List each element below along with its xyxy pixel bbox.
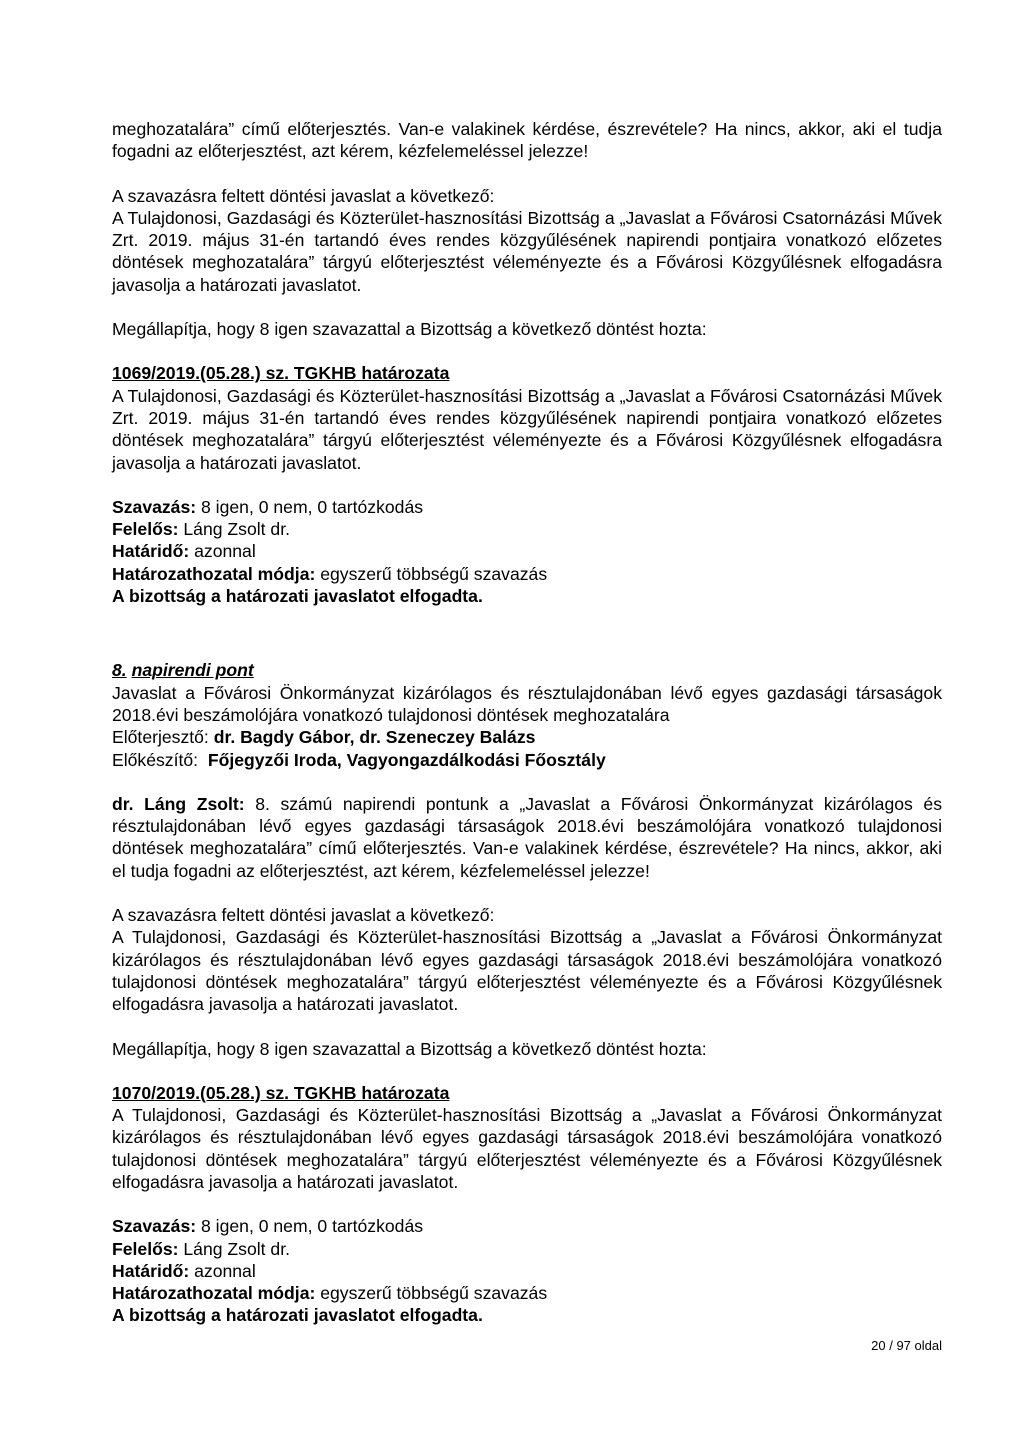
preparer-label: Előkészítő: [112,749,199,770]
mode-value: egyszerű többségű szavazás [315,563,548,584]
responsible-label-2: Felelős: [112,1238,179,1259]
deadline-label: Határidő: [112,541,190,562]
responsible-value: Láng Zsolt dr. [178,519,290,540]
vote-intro: A szavazásra feltett döntési javaslat a következő: [112,185,495,206]
responsible-value-2: Láng Zsolt dr. [178,1238,290,1259]
speech-paragraph [112,793,942,882]
deadline-label-2: Határidő: [112,1260,190,1281]
proposal-paragraph: A Tulajdonosi, Gazdasági és Közterület-hasznosítási Bizottság a „Javaslat a Fővárosi Csatornázási Művek Zrt. 2019. május 31-én tartandó éves rendes közgyűlésének napirendi pontjaira vonatkozó előzetes döntések meghozatalára” tárgyú előterjesztést véleményezte és a Fővárosi Közgyűlésnek elfogadásra javasolja a határozati javaslatot. [112,207,942,295]
resolution-title-2: 1070/2019.(05.28.) sz. TGKHB határozata [112,1082,450,1103]
responsible-label: Felelős: [112,519,179,540]
vote-line [112,496,942,518]
agenda-heading [112,659,942,681]
presenter-value: dr. Bagdy Gábor, dr. Szeneczey Balázs [208,727,536,748]
mode-label-2: Határozathozatal módja: [112,1283,316,1304]
vote-label-2: Szavazás: [112,1216,197,1237]
vote-value: 8 igen, 0 nem, 0 tartózkodás [196,496,424,517]
responsible-line [112,518,942,540]
deadline-value: azonnal [189,541,256,562]
speaker-name: dr. Láng Zsolt: [112,793,245,814]
resolution-text: A Tulajdonosi, Gazdasági és Közterület-hasznosítási Bizottság a „Javaslat a Fővárosi Csatornázási Művek Zrt. 2019. május 31-én tartandó éves rendes közgyűlésének napirendi pontjaira vonatkozó előzetes döntések meghozatalára” tárgyú előterjesztést véleményezte és a Fővárosi Közgyűlésnek elfogadásra javasolja a határozati javaslatot. [112,385,942,473]
presenter-line [112,726,942,748]
responsible-line-2 [112,1238,942,1260]
preparer-value: Főjegyzői Iroda, Vagyongazdálkodási Főosztály [207,749,606,770]
vote-line-2 [112,1215,942,1237]
accepted-line-2: A bizottság a határozati javaslatot elfogadta. [112,1305,483,1326]
preparer-line [112,749,942,771]
agenda-title: Javaslat a Fővárosi Önkormányzat kizárólagos és résztulajdonában lévő egyes gazdasági társaságok 2018.évi beszámolójára vonatkozó tulajdonosi döntések meghozatalára [112,682,942,725]
presenter-label: Előterjesztő: [112,727,209,748]
accepted-line: A bizottság a határozati javaslatot elfogadta. [112,586,483,607]
proposal-paragraph-2: A Tulajdonosi, Gazdasági és Közterület-hasznosítási Bizottság a „Javaslat a Fővárosi Önkormányzat kizárólagos és résztulajdonában lévő egyes gazdasági társaságok 2018.évi beszámolójára vonatkozó tulajdonosi döntések meghozatalára” tárgyú előterjesztést véleményezte és a Fővárosi Közgyűlésnek elfogadásra javasolja a határozati javaslatot. [112,927,942,1015]
vote-intro-2: A szavazásra feltett döntési javaslat a következő: [112,905,495,926]
agenda-heading-text: napirendi pont [131,660,254,681]
mode-line-2 [112,1282,942,1304]
resolution-title: 1069/2019.(05.28.) sz. TGKHB határozata [112,363,450,384]
finding: Megállapítja, hogy 8 igen szavazattal a Bizottság a következő döntést hozta: [112,319,707,340]
speech-text: 8. számú napirendi pontunk a „Javaslat a Fővárosi Önkormányzat kizárólagos és résztulajdonában lévő egyes gazdasági társaságok 2018.évi beszámolójára vonatkozó tulajdonosi döntések meghozatalára” című előterjesztés. Van-e valakinek kérdése, észrevétele? Ha nincs, akkor, aki el tudja fogadni az előterjesztést, azt kérem, kézfelemeléssel jelezze! [112,793,942,881]
deadline-value-2: azonnal [189,1260,256,1281]
finding-2: Megállapítja, hogy 8 igen szavazattal a Bizottság a következő döntést hozta: [112,1038,707,1059]
intro-paragraph: meghozatalára” című előterjesztés. Van-e valakinek kérdése, észrevétele? Ha nincs, akkor, aki el tudja fogadni az előterjesztést, azt kérem, kézfelemeléssel jelezze! [112,119,942,162]
deadline-line [112,540,942,562]
mode-label: Határozathozatal módja: [112,563,316,584]
deadline-line-2 [112,1260,942,1282]
vote-value-2: 8 igen, 0 nem, 0 tartózkodás [196,1216,424,1237]
vote-label: Szavazás: [112,496,197,517]
resolution-text-2: A Tulajdonosi, Gazdasági és Közterület-hasznosítási Bizottság a „Javaslat a Fővárosi Önkormányzat kizárólagos és résztulajdonában lévő egyes gazdasági társaságok 2018.évi beszámolójára vonatkozó tulajdonosi döntések meghozatalára” tárgyú előterjesztést véleményezte és a Fővárosi Közgyűlésnek elfogadásra javasolja a határozati javaslatot. [112,1105,942,1192]
document-page [112,118,942,1327]
mode-line [112,563,942,585]
mode-value-2: egyszerű többségű szavazás [315,1283,548,1304]
agenda-number: 8. [112,660,127,681]
page-number: 20 / 97 oldal [871,1338,942,1353]
